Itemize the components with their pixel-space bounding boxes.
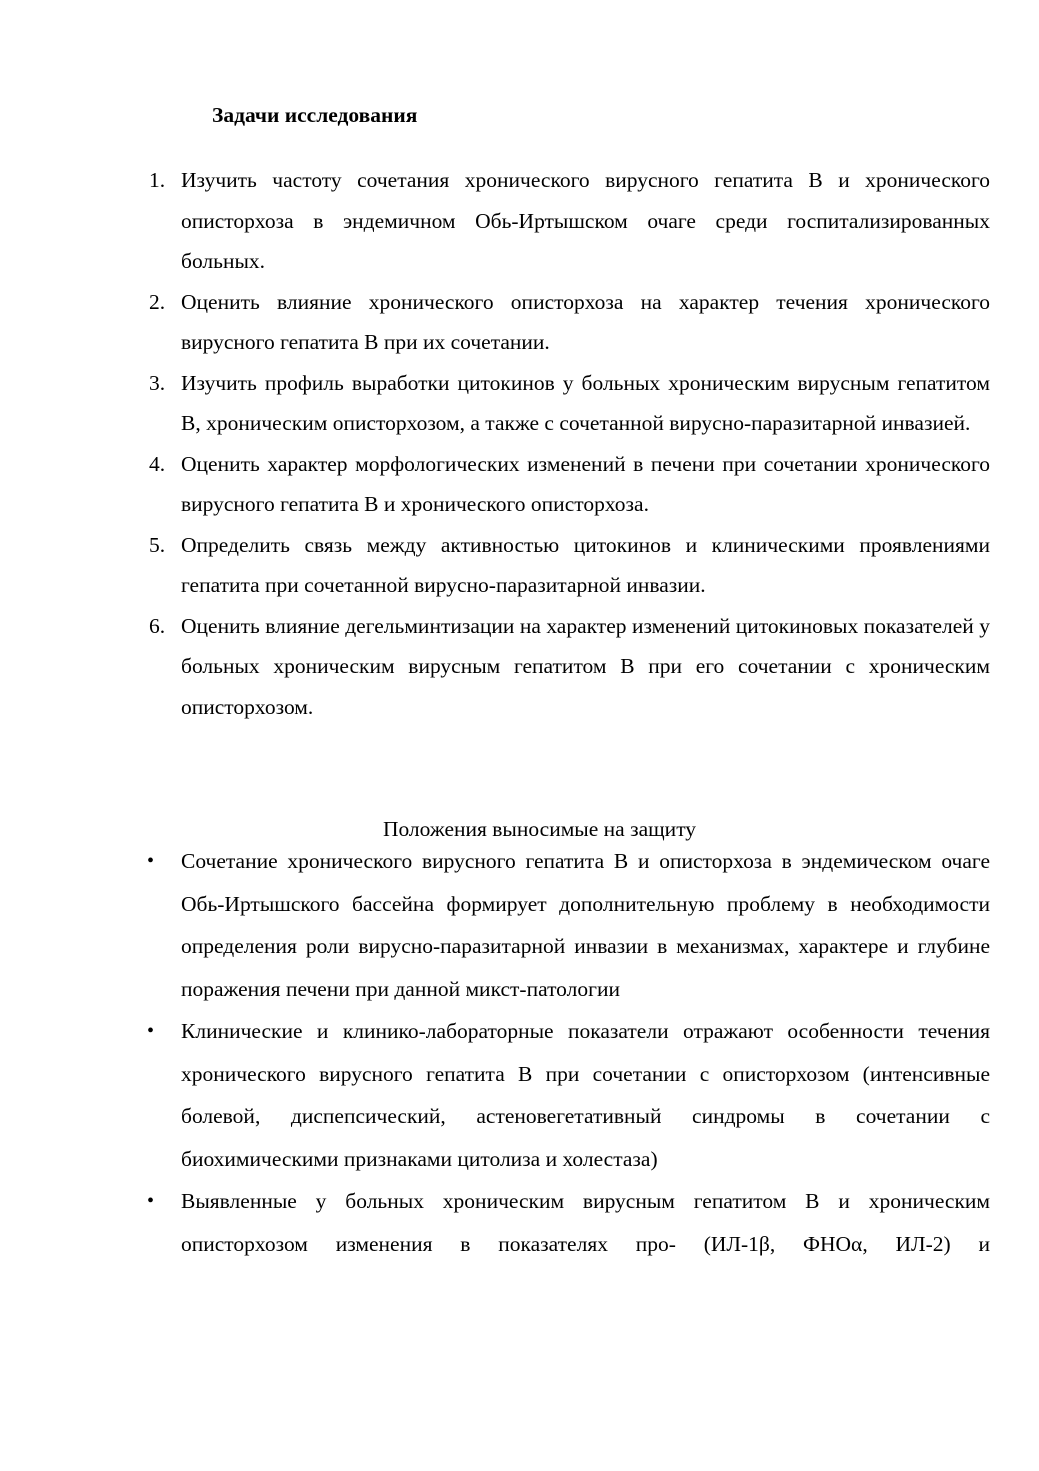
statement-item — [0, 1180, 1039, 1265]
statement-text: Сочетание хронического вирусного гепатита В и описторхоза в эндемическом очаге Обь-Иртышского бассейна формирует дополнительную проблему в необходимости определения роли вирусно-паразитарной инвазии в механизмах, характере и глубине поражения печени при данной микст-патологии — [181, 849, 990, 1001]
bullet-icon: • — [147, 1190, 155, 1212]
section-heading-tasks: Задачи исследования — [212, 103, 418, 127]
task-text: Оценить влияние хронического описторхоза на характер течения хронического вирусного гепатита В при их сочетании. — [181, 289, 990, 354]
task-item — [0, 282, 1039, 363]
tasks-list — [0, 160, 1039, 727]
bullet-icon: • — [147, 850, 155, 872]
statement-text: Выявленные у больных хроническим вирусным гепатитом В и хроническим описторхозом изменения в показателях про- (ИЛ-1β, ФНОα, ИЛ-2) и — [181, 1189, 990, 1256]
task-item — [0, 606, 1039, 728]
task-number: 1. — [149, 168, 166, 192]
bullet-icon: • — [147, 1020, 155, 1042]
task-item — [0, 525, 1039, 606]
task-item — [0, 363, 1039, 444]
task-text: Определить связь между активностью цитокинов и клиническими проявлениями гепатита при сочетанной вирусно-паразитарной инвазии. — [181, 532, 990, 597]
task-item — [0, 160, 1039, 282]
task-number: 2. — [149, 289, 166, 314]
statements-list — [0, 840, 1039, 1265]
statement-item — [0, 1010, 1039, 1180]
task-item — [0, 444, 1039, 525]
section-heading-statements: Положения выносимые на защиту — [382, 817, 697, 841]
statement-item — [0, 840, 1039, 1010]
task-number: 5. — [149, 532, 166, 557]
task-text: Оценить влияние дегельминтизации на характер изменений цитокиновых показателей у больных хроническим вирусным гепатитом В при его сочетании с хроническим описторхозом. — [181, 613, 990, 719]
task-number: 4. — [149, 451, 166, 476]
task-text: Оценить характер морфологических изменений в печени при сочетании хронического вирусного гепатита В и хронического описторхоза. — [181, 451, 990, 516]
statement-text: Клинические и клинико-лабораторные показатели отражают особенности течения хронического вирусного гепатита В при сочетании с описторхозом (интенсивные болевой, диспепсический, астеновегетативный синдромы в сочетании с биохимическими признаками цитолиза и холестаза) — [181, 1019, 990, 1171]
task-number: 6. — [149, 613, 166, 638]
task-number: 3. — [149, 370, 166, 395]
task-text: Изучить профиль выработки цитокинов у больных хроническим вирусным гепатитом В, хроническим описторхозом, а также с сочетанной вирусно-паразитарной инвазией. — [181, 370, 990, 435]
task-text: Изучить частоту сочетания хронического вирусного гепатита В и хронического описторхоза в эндемичном Обь-Иртышском очаге среди госпитализированных больных. — [181, 168, 990, 273]
